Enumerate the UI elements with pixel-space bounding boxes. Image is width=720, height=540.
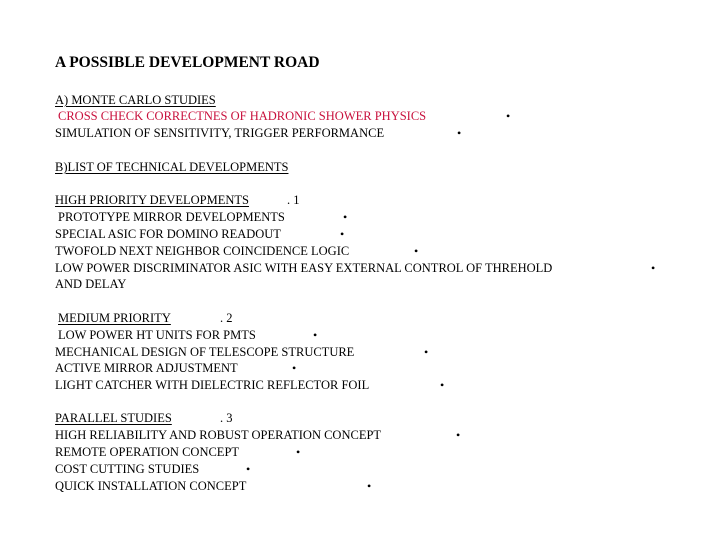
page-title: A POSSIBLE DEVELOPMENT ROAD (55, 54, 320, 71)
group-heading: MEDIUM PRIORITY (58, 311, 171, 325)
group-heading: PARALLEL STUDIES (55, 411, 172, 425)
list-item: SPECIAL ASIC FOR DOMINO READOUT (55, 227, 281, 241)
list-item: AND DELAY (55, 277, 127, 291)
section-a-heading: A) MONTE CARLO STUDIES (55, 93, 216, 107)
list-item: MECHANICAL DESIGN OF TELESCOPE STRUCTURE (55, 345, 355, 359)
list-item: ACTIVE MIRROR ADJUSTMENT (55, 361, 238, 375)
section-b-heading: B)LIST OF TECHNICAL DEVELOPMENTS (55, 160, 289, 174)
section-a-item: SIMULATION OF SENSITIVITY, TRIGGER PERFORMANCE (55, 126, 385, 140)
bullet-icon: • (651, 261, 656, 275)
bullet-icon: • (457, 126, 462, 140)
group-number: . 3 (220, 411, 233, 425)
bullet-icon: • (296, 445, 301, 459)
bullet-icon: • (367, 479, 372, 493)
list-item: HIGH RELIABILITY AND ROBUST OPERATION CONCEPT (55, 428, 382, 442)
bullet-icon: • (456, 428, 461, 442)
list-item: PROTOTYPE MIRROR DEVELOPMENTS (58, 210, 285, 224)
bullet-icon: • (343, 210, 348, 224)
bullet-icon: • (424, 345, 429, 359)
list-item: COST CUTTING STUDIES (55, 462, 200, 476)
bullet-icon: • (340, 227, 345, 241)
list-item: TWOFOLD NEXT NEIGHBOR COINCIDENCE LOGIC (55, 244, 350, 258)
list-item: LIGHT CATCHER WITH DIELECTRIC REFLECTOR FOIL (55, 378, 370, 392)
group-number: . 2 (220, 311, 233, 325)
group-heading: HIGH PRIORITY DEVELOPMENTS (55, 193, 249, 207)
list-item: LOW POWER DISCRIMINATOR ASIC WITH EASY EXTERNAL CONTROL OF THREHOLD (55, 261, 553, 275)
group-number: . 1 (287, 193, 300, 207)
list-item: REMOTE OPERATION CONCEPT (55, 445, 240, 459)
bullet-icon: • (440, 378, 445, 392)
bullet-icon: • (246, 462, 251, 476)
bullet-icon: • (414, 244, 419, 258)
bullet-icon: • (313, 328, 318, 342)
bullet-icon: • (292, 361, 297, 375)
section-a-item: CROSS CHECK CORRECTNES OF HADRONIC SHOWER PHYSICS (58, 109, 427, 123)
list-item: LOW POWER HT UNITS FOR PMTS (58, 328, 256, 342)
bullet-icon: • (506, 109, 511, 123)
list-item: QUICK INSTALLATION CONCEPT (55, 479, 247, 493)
